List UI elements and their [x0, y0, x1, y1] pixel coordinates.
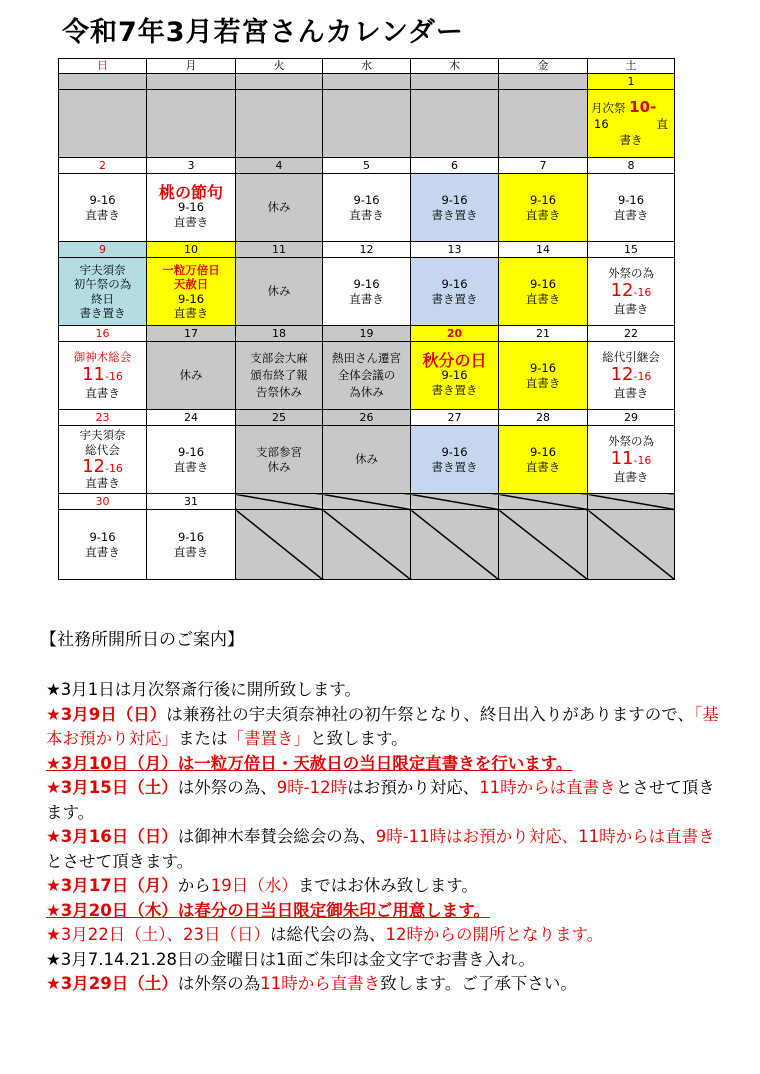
week4-dates: 16 17 18 19 20 21 22	[59, 326, 675, 342]
day-11-cell: 休み	[236, 258, 323, 326]
week1-dates	[59, 74, 675, 90]
notice-list	[46, 678, 726, 997]
week5-body	[59, 426, 675, 494]
day-30-cell: 9-16 直書き	[59, 510, 147, 580]
day-29-cell: 外祭の為 11-16 直書き	[588, 426, 675, 494]
day-5-cell: 9-16 直書き	[323, 174, 411, 242]
day-6-cell: 9-16 書き置き	[411, 174, 499, 242]
day-1-cell: 月次祭 10- 16 直 書き	[588, 90, 675, 158]
day-26-cell: 休み	[323, 426, 411, 494]
notice-item: ★3月16日（日）は御神木奉賛会総会の為、9時-11時はお預かり対応、11時からは直書きとさせて頂きます。	[46, 827, 715, 871]
day-22-cell: 総代引継会 12-16 直書き	[588, 342, 675, 410]
day-31-cell: 9-16 直書き	[147, 510, 236, 580]
day-25-cell: 支部参宮 休み	[236, 426, 323, 494]
week2-dates: 2 3 4 5 6 7 8	[59, 158, 675, 174]
day-8-cell: 9-16 直書き	[588, 174, 675, 242]
notice-item: ★3月9日（日）は兼務社の宇夫須奈神社の初午祭となり、終日出入りがありますので、「基本お預かり対応」または「書置き」と致します。	[46, 704, 719, 748]
day-14-cell: 9-16 直書き	[499, 258, 588, 326]
week2-body	[59, 174, 675, 242]
week5-dates: 23 24 25 26 27 28 29	[59, 410, 675, 426]
day-17-cell: 休み	[147, 342, 236, 410]
day-10-cell: 一粒万倍日 天赦日 9-16 直書き	[147, 258, 236, 326]
week3-body	[59, 258, 675, 326]
day-20-cell: 秋分の日 9-16 書き置き	[411, 342, 499, 410]
notice-item: ★3月17日（月）から19日（水）まではお休み致します。	[46, 876, 478, 895]
day-2-cell: 9-16 直書き	[59, 174, 147, 242]
notice-item: ★3月22日（土）、23日（日）は総代会の為、12時からの開所となります。	[46, 925, 604, 944]
notice-item: ★3月1日は月次祭斎行後に開所致します。	[46, 680, 361, 699]
notice-item: ★3月10日（月）は一粒万倍日・天赦日の当日限定直書きを行います。	[46, 753, 573, 773]
day-28-cell: 9-16 直書き	[499, 426, 588, 494]
week1-body	[59, 90, 675, 158]
weekday-sun: 日	[59, 59, 147, 74]
page-title: 令和7年3月若宮さんカレンダー	[62, 17, 464, 48]
notice-item: ★3月15日（土）は外祭の為、9時-12時はお預かり対応、11時からは直書きとさせて頂きます。	[46, 778, 715, 822]
notice-item: ★3月20日（木）は春分の日当日限定御朱印ご用意します。	[46, 900, 490, 920]
week6-dates: 30 31	[59, 494, 675, 510]
day-15-cell: 外祭の為 12-16 直書き	[588, 258, 675, 326]
weekday-sat: 土	[588, 59, 675, 74]
notice-item: ★3月29日（土）は外祭の為11時から直書き致します。ご了承下さい。	[46, 974, 577, 993]
day-27-cell: 9-16 書き置き	[411, 426, 499, 494]
day-9-cell: 宇夫須奈 初午祭の為 終日 書き置き	[59, 258, 147, 326]
week3-dates: 9 10 11 12 13 14 15	[59, 242, 675, 258]
weekday-mon: 月	[147, 59, 236, 74]
day-4-cell: 休み	[236, 174, 323, 242]
weekday-header-row	[59, 59, 675, 74]
weekday-fri: 金	[499, 59, 588, 74]
week4-body	[59, 342, 675, 410]
week6-body	[59, 510, 675, 580]
day-13-cell: 9-16 書き置き	[411, 258, 499, 326]
weekday-tue: 火	[236, 59, 323, 74]
day-16-cell: 御神木総会 11-16 直書き	[59, 342, 147, 410]
date-1: 1	[588, 74, 675, 90]
notice-item: ★3月7.14.21.28日の金曜日は1面ご朱印は金文字でお書き入れ。	[46, 949, 535, 969]
weekday-wed: 水	[323, 59, 411, 74]
notice-heading: 【社務所開所日のご案内】	[40, 630, 244, 650]
calendar-table	[58, 58, 675, 580]
day-21-cell: 9-16 直書き	[499, 342, 588, 410]
day-23-cell: 宇夫須奈 総代会 12-16 直書き	[59, 426, 147, 494]
day-24-cell: 9-16 直書き	[147, 426, 236, 494]
day-7-cell: 9-16 直書き	[499, 174, 588, 242]
day-18-cell: 支部会大麻 頒布終了報 告祭休み	[236, 342, 323, 410]
weekday-thu: 木	[411, 59, 499, 74]
day-19-cell: 熱田さん遷宮 全体会議の 為休み	[323, 342, 411, 410]
day-3-cell: 桃の節句 9-16 直書き	[147, 174, 236, 242]
day-12-cell: 9-16 直書き	[323, 258, 411, 326]
